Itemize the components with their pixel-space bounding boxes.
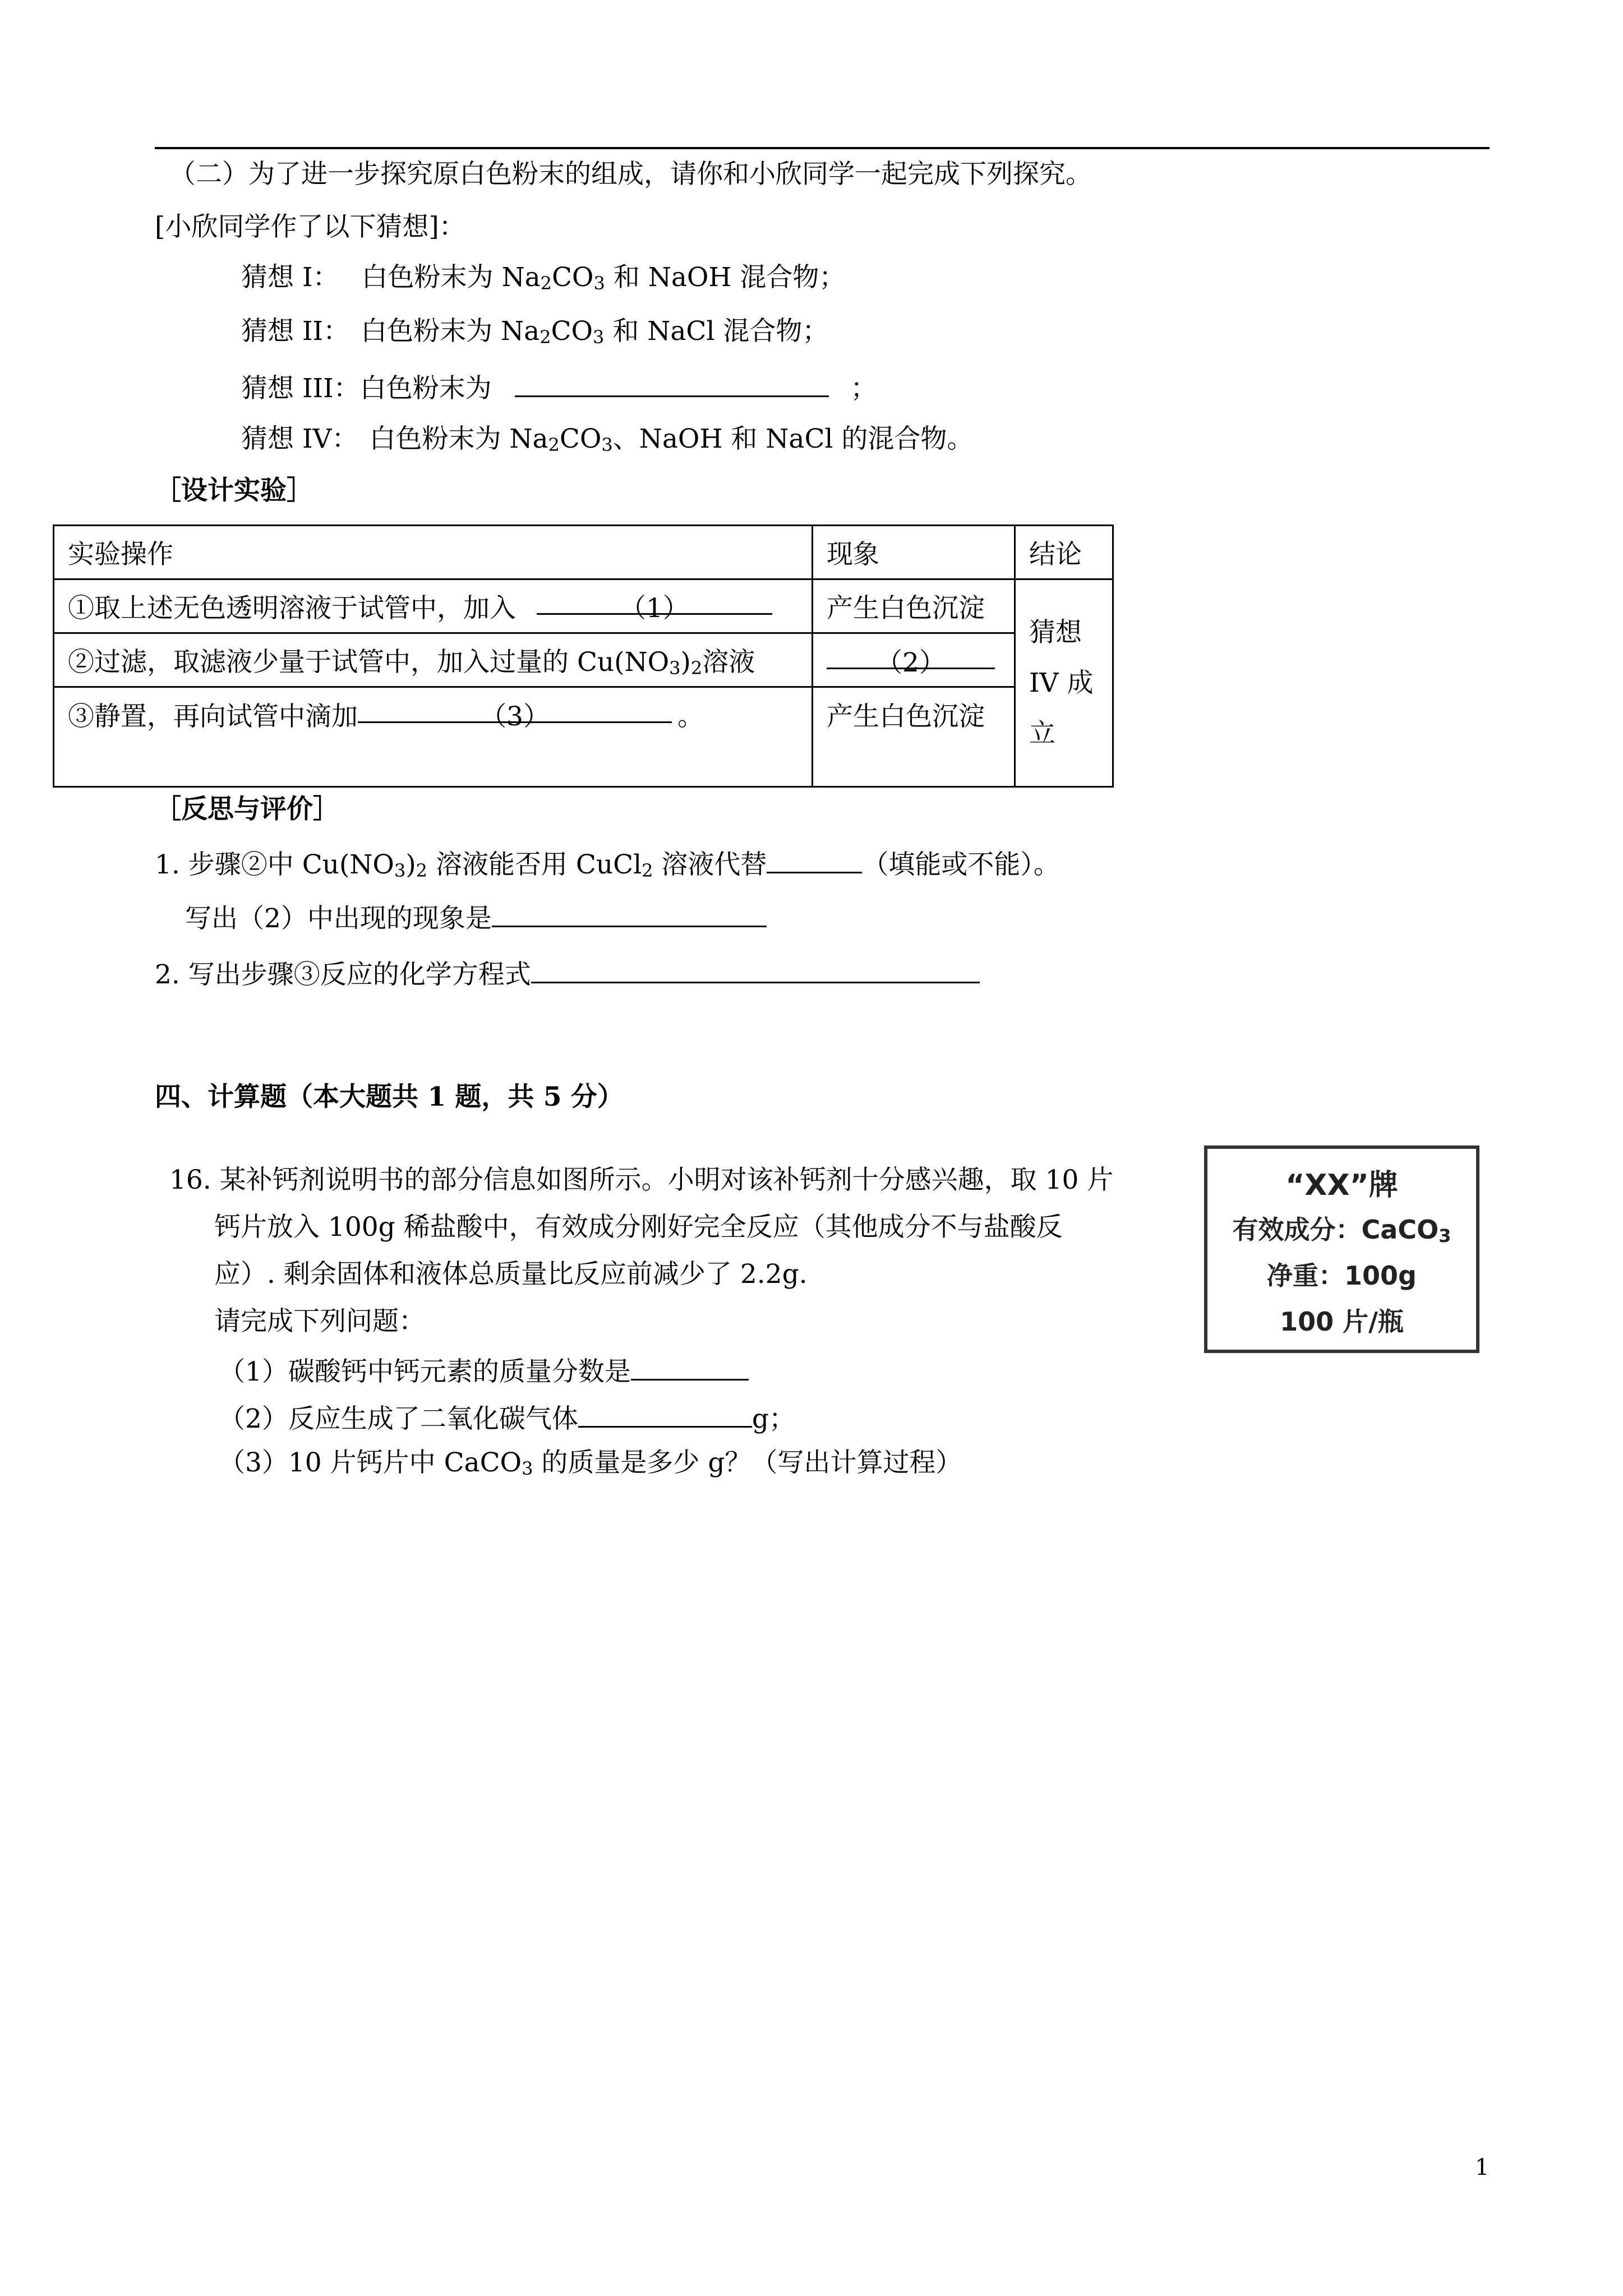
q16-line-1: 16. 某补钙剂说明书的部分信息如图所示。小明对该补钙剂十分感兴趣，取 10 片 <box>169 1165 1114 1195</box>
row3-blank[interactable]: （3） <box>358 696 672 723</box>
header-conclusion: 结论 <box>1015 526 1113 579</box>
q1-phenomenon-blank[interactable] <box>492 900 767 927</box>
label-brand: “XX”牌 <box>1285 1168 1398 1202</box>
section4-title: 四、计算题（本大题共 1 题，共 5 分） <box>155 1082 624 1112</box>
top-rule <box>155 147 1490 149</box>
design-title: ［设计实验］ <box>155 475 313 506</box>
q16-sub2: （2）反应生成了二氧化碳气体 g； <box>219 1400 795 1435</box>
reflect-q1-line2: 写出（2）中出现的现象是 <box>185 900 767 935</box>
header-operation: 实验操作 <box>54 526 813 579</box>
guess-3: 猜想 III：白色粉末为 ； <box>241 370 877 404</box>
sub2-blank[interactable] <box>578 1400 752 1428</box>
label-ingredient: 有效成分：CaCO$_3$ <box>1232 1214 1451 1246</box>
reflect-q1: 1. 步骤②中 $Cu(NO_3)_2$ 溶液能否用 CuCl$_2$ 溶液代替 （填能或不能）。 <box>155 846 1060 881</box>
guess-2: 猜想 II： 白色粉末为 $Na_2CO_3$ 和 NaCl 混合物； <box>241 316 829 348</box>
row1-phenomenon: 产生白色沉淀 <box>813 579 1015 633</box>
row2-phenomenon <box>813 633 1015 687</box>
page-number: 1 <box>1475 2155 1490 2180</box>
header-phenomenon: 现象 <box>813 526 1015 579</box>
row3-phenomenon: 产生白色沉淀 <box>813 687 1015 787</box>
label-weight: 净重：100g <box>1267 1260 1417 1291</box>
q2-equation-blank[interactable] <box>531 956 980 983</box>
experiment-table <box>53 524 1114 788</box>
reflect-title: ［反思与评价］ <box>155 794 339 825</box>
guess-3-blank[interactable] <box>515 370 829 397</box>
row1-blank[interactable]: （1） <box>537 587 772 615</box>
row3-operation: ③静置，再向试管中滴加 （3） 。 <box>54 687 813 787</box>
q1-blank[interactable] <box>767 846 862 873</box>
guess-1: 猜想 I： 白色粉末为 $Na_2CO_3$ 和 NaOH 混合物； <box>241 262 846 294</box>
sub1-blank[interactable] <box>631 1353 749 1381</box>
row2-blank[interactable]: （2） <box>827 642 995 669</box>
row1-operation: ①取上述无色透明溶液于试管中，加入 （1） <box>54 579 813 633</box>
q16-line-4: 请完成下列问题： <box>214 1306 425 1337</box>
q16-sub1: （1）碳酸钙中钙元素的质量分数是 <box>219 1353 749 1388</box>
q16-line-2: 钙片放入 100g 稀盐酸中，有效成分刚好完全反应（其他成分不与盐酸反 <box>214 1212 1063 1243</box>
row2-operation: ②过滤，取滤液少量于试管中，加入过量的 $Cu(NO_3)_2$溶液 <box>54 633 813 687</box>
guess-4: 猜想 IV： 白色粉末为 $Na_2CO_3$、NaOH 和 NaCl 的混合物。 <box>241 424 974 455</box>
reflect-q2: 2. 写出步骤③反应的化学方程式 <box>155 956 980 991</box>
q16-line-3: 应）. 剩余固体和液体总质量比反应前减少了 2.2g. <box>214 1259 808 1290</box>
supplement-label <box>1204 1145 1479 1353</box>
q16-sub3: （3）10 片钙片中 CaCO$_3$ 的质量是多少 g？（写出计算过程） <box>219 1447 962 1479</box>
conclusion-cell: 猜想 IV 成 立 <box>1015 579 1113 787</box>
label-count: 100 片/瓶 <box>1280 1306 1404 1337</box>
guess-header: [小欣同学作了以下猜想]： <box>155 211 465 242</box>
part2-intro: （二）为了进一步探究原白色粉末的组成，请你和小欣同学一起完成下列探究。 <box>169 159 1092 190</box>
